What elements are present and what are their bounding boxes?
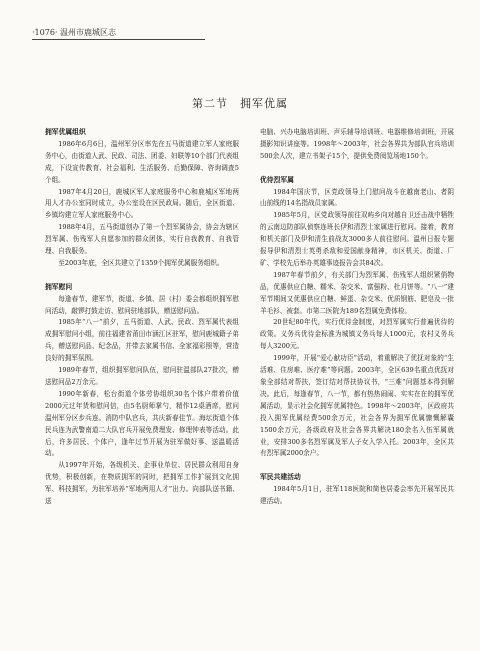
left-column xyxy=(45,127,239,508)
paragraph-gap xyxy=(45,270,239,282)
paragraph-gap xyxy=(260,460,454,472)
body-paragraph: 20世纪80年代，实行优待金制度，对烈军属实行普遍优待的政策。义务兵优待金标准为城镇义务兵每人1000元，农村义务兵每人3200元。 xyxy=(260,318,454,351)
body-paragraph: 1985年5月，区党政领导前往双屿乡向对越自卫还击战中牺牲的云南边防部队侦察连班长伊和清烈士家属进行慰问。接着，教育和机关部门及伊和清生前战友3000多人前往慰问。温州日报专题报导伊和清烈士英勇杀敌和爱国献身精神，市区机关、街道、厂矿、学校先后举办英雄事迹报告会共84次。 xyxy=(260,211,454,267)
body-paragraph: 电脑、兴办电脑培训班、声乐辅导培训班、电器维修培训班，开展摄影知识讲座等。1998年～2003年，社会各界共为部队官兵培训500余人次，建立书架子15个，提供免费阅览场地150个。 xyxy=(260,128,454,160)
body-paragraph: 从1997年开始，各级机关、企事业单位、居民群众利用自身优势，积极创新，在物质拥军的同时，把拥军工作扩展到文化拥军、科技拥军，为驻军培养“军地两用人才”出力。向部队送书籍、送 xyxy=(45,461,239,506)
body-paragraph: 至2003年底，全区共建立了1359个拥军优属服务组织。 xyxy=(58,258,224,267)
section-title: 第二节 拥军优属 xyxy=(192,97,288,110)
body-paragraph: 1988年4月，五马街道创办了第一个烈军属协会，协会为辖区烈军属、伤残军人自愿参加的群众团体，实行自我教育、自我管理、自我服务。 xyxy=(45,223,239,256)
body-paragraph: 1985年“八一”前夕，五马街道、人武、民政、烈军属代表组成拥军慰问小组，前往福建省莆田市涵江区驻军，慰问鹿城籍子弟兵，赠送慰问品、纪念品，并带去家属书信、全家福彩照等，营造良好的拥军氛围。 xyxy=(45,318,239,363)
subsection-heading: 拥军慰问 xyxy=(45,282,73,291)
running-head: ·1076· 温州市鹿城区志 xyxy=(32,28,116,37)
body-paragraph: 1984年国庆节，区党政领导上门慰问战斗在越南老山、者阴山前线的14名指战员家属。 xyxy=(260,187,454,208)
subsection-heading: 优待烈军属 xyxy=(260,175,294,184)
subsection-heading: 拥军优属组织 xyxy=(45,128,86,136)
body-paragraph: 1984年5月1日，驻军118医院和简巷居委会率先开展军民共建活动。 xyxy=(260,485,454,506)
paragraph-gap xyxy=(260,163,454,175)
body-paragraph: 每逢春节、建军节，街道、乡镇、居（村）委会都组织拥军慰问活动，敲锣打鼓走访、慰问驻地部队，赠送慰问品。 xyxy=(45,294,239,315)
body-paragraph: 1987年4月20日，鹿城区军人家庭服务中心和鹿城区军地两用人才办公室同时成立，办公室设在区民政局。随后，全区街道、乡镇均建立军人家庭服务中心。 xyxy=(45,187,239,220)
body-paragraph: 1999年，开展“爱心献功臣”活动，着重解决了优抚对象的“生活难、住房难、医疗难”等问题。2003年，全区639名重点优抚对象全部结对帮扶，签订结对帮扶协议书，“三难”问题基本得到解决。此后，每逢春节，八一节，都有热热闹闹、实实在在的拥军优属活动，显示社会化拥军优属特色。1998年～2003年，区政府共投入拥军优属经费500余万元，社会各界为拥军优属慷慨解囊1500余万元，各级政府及社会各界共解决180余名入伍军属就业，安排300多名烈军属及军人子女入学入托。2003年，全区共有烈军属2000余户。 xyxy=(260,354,454,458)
subsection-heading: 军民共建活动 xyxy=(260,473,301,482)
body-paragraph: 1990年新春，松台街道个体劳协组织30名个体户带着价值2000元过年货和慰问信，由5名厨师掌勺，精作12桌酒席，慰问温州军分区步兵连。消防中队官兵，共庆新春佳节。海坛街道个体民兵连为武警南道二大队官兵开展免费理发、修理钟表等活动。此后，许多居民、个体户，逢年过节开展为驻军做好事、送温暖活动。 xyxy=(45,389,239,458)
body-paragraph: 1987年春节前夕，有关部门为烈军属、伤残军人组织紧俏物品，优惠供应白糖、糯米、杂交米、富强粉、杜月饼等。“八一”建军节期间又优惠供应白糖、鲜蛋、杂交米、优质钢筋、肥皂及一批羊毛衫、被套。市第二医院为189名烈属免费体检。 xyxy=(260,270,454,315)
body-paragraph: 1989年春节，组织拥军慰问队伍，慰问驻温部队27批次，赠送慰问品2万余元。 xyxy=(45,366,239,387)
header-rule xyxy=(32,39,205,40)
right-column xyxy=(260,127,454,508)
body-paragraph: 1986年6月6日，温州军分区率先在五马街道建立军人家庭服务中心，由街道人武、民政、司法、团委、妇联等10个部门代表组成，下设宣传教育、社会福利、生活服务、后勤保障、咨询调查5个组。 xyxy=(45,139,239,184)
